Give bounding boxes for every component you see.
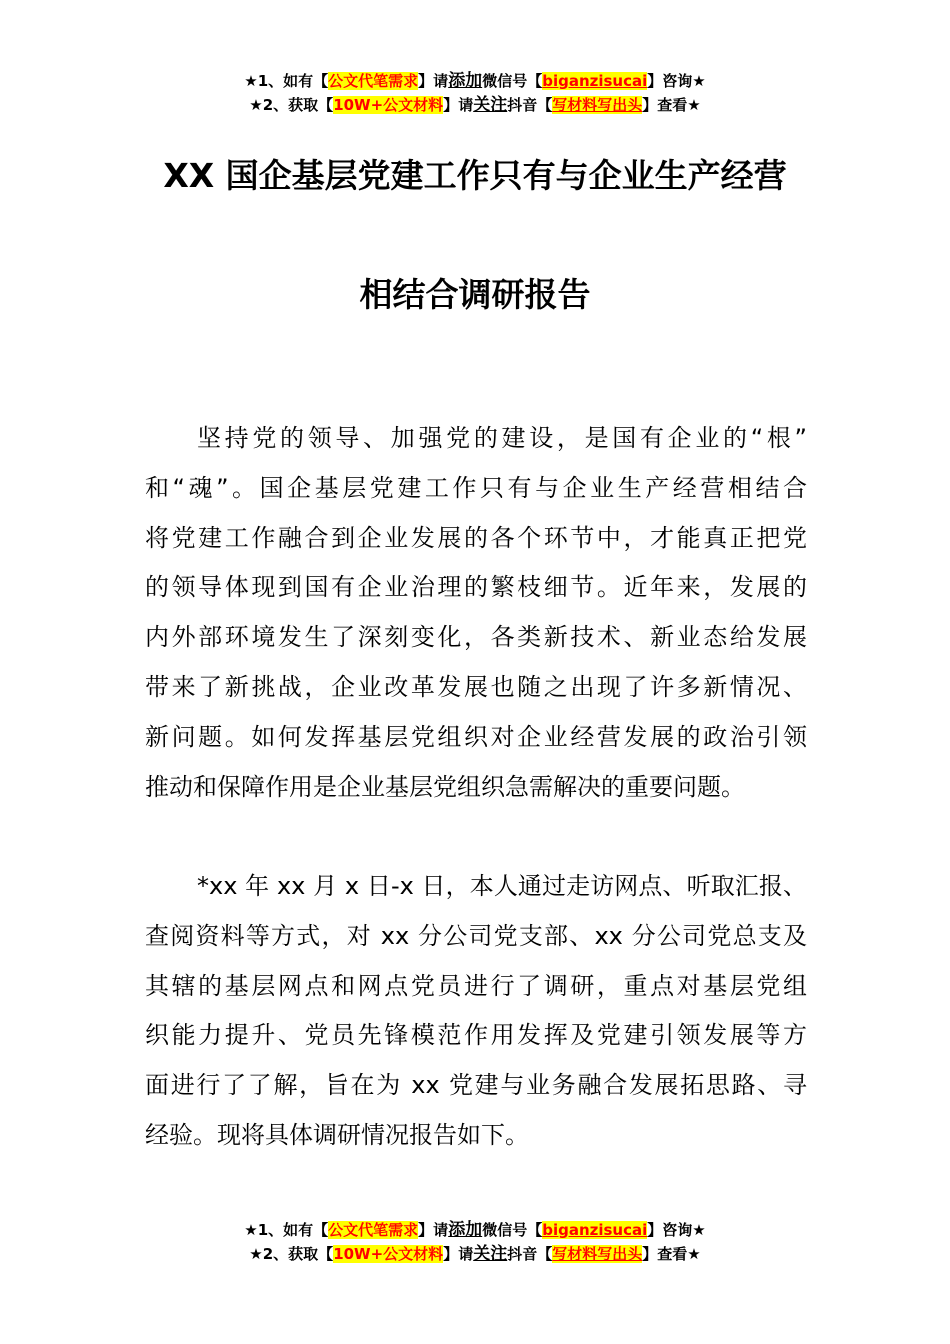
promo-text: ★2、获取【 (249, 1245, 334, 1263)
paragraph-line: 其辖的基层网点和网点党员进行了调研，重点对基层党组 (145, 972, 807, 1000)
promo-emphasis: 添加 (448, 1220, 483, 1240)
wechat-id: biganzisucai (542, 1221, 648, 1239)
promo-text: ★2、获取【 (249, 96, 334, 114)
promo-text: 微信号【 (482, 72, 543, 90)
promo-text: 】请 (418, 1221, 449, 1239)
promo-highlight: 10W+公文材料 (333, 1245, 444, 1263)
paragraph-line: 新问题。如何发挥基层党组织对企业经营发展的政治引领 (145, 723, 807, 751)
paragraph-line: 将党建工作融合到企业发展的各个环节中，才能真正把党 (145, 524, 807, 552)
wechat-id: biganzisucai (542, 72, 648, 90)
promo-highlight: 公文代笔需求 (328, 72, 419, 90)
promo-text: 】咨询★ (647, 1221, 706, 1239)
paragraph-line: 查阅资料等方式，对 xx 分公司党支部、xx 分公司党总支及 (145, 922, 807, 950)
promo-text: 】请 (418, 72, 449, 90)
promo-highlight: 公文代笔需求 (328, 1221, 419, 1239)
promo-emphasis: 关注 (473, 1244, 508, 1264)
promo-text: 】查看★ (642, 96, 701, 114)
paragraph-line: 的领导体现到国有企业治理的繁枝细节。近年来，发展的 (145, 573, 807, 601)
paragraph-line: 织能力提升、党员先锋模范作用发挥及党建引领发展等方 (145, 1021, 807, 1049)
paragraph-line: 和“魂”。国企基层党建工作只有与企业生产经营相结合 (145, 474, 807, 502)
promo-emphasis: 关注 (473, 95, 508, 115)
promo-text: 】咨询★ (647, 72, 706, 90)
promo-line-1 (0, 69, 950, 93)
promo-header (0, 69, 950, 117)
document-title-line-2: 相结合调研报告 (359, 275, 591, 314)
promo-line-2 (0, 1242, 950, 1266)
paragraph-line: 面进行了了解，旨在为 xx 党建与业务融合发展拓思路、寻 (145, 1071, 807, 1099)
paragraph-line: *xx 年 xx 月 x 日-x 日，本人通过走访网点、听取汇报、 (197, 872, 807, 900)
douyin-id: 写材料写出头 (552, 96, 643, 114)
promo-line-1 (0, 1218, 950, 1242)
promo-text: ★1、如有【 (244, 1221, 329, 1239)
paragraph-line: 带来了新挑战，企业改革发展也随之出现了许多新情况、 (145, 673, 807, 701)
promo-text: 】查看★ (642, 1245, 701, 1263)
promo-text: 】请 (443, 1245, 474, 1263)
promo-emphasis: 添加 (448, 71, 483, 91)
paragraph-line: 推动和保障作用是企业基层党组织急需解决的重要问题。 (145, 773, 745, 801)
promo-text: 微信号【 (482, 1221, 543, 1239)
promo-text: 抖音【 (507, 1245, 553, 1263)
promo-text: 】请 (443, 96, 474, 114)
promo-line-2 (0, 93, 950, 117)
promo-highlight: 10W+公文材料 (333, 96, 444, 114)
promo-text: ★1、如有【 (244, 72, 329, 90)
douyin-id: 写材料写出头 (552, 1245, 643, 1263)
paragraph-line: 坚持党的领导、加强党的建设，是国有企业的“根” (197, 424, 807, 452)
promo-footer (0, 1218, 950, 1266)
promo-text: 抖音【 (507, 96, 553, 114)
paragraph-line: 内外部环境发生了深刻变化，各类新技术、新业态给发展 (145, 623, 807, 651)
document-title-line-1: XX 国企基层党建工作只有与企业生产经营 (163, 156, 787, 195)
paragraph-line: 经验。现将具体调研情况报告如下。 (145, 1121, 529, 1149)
